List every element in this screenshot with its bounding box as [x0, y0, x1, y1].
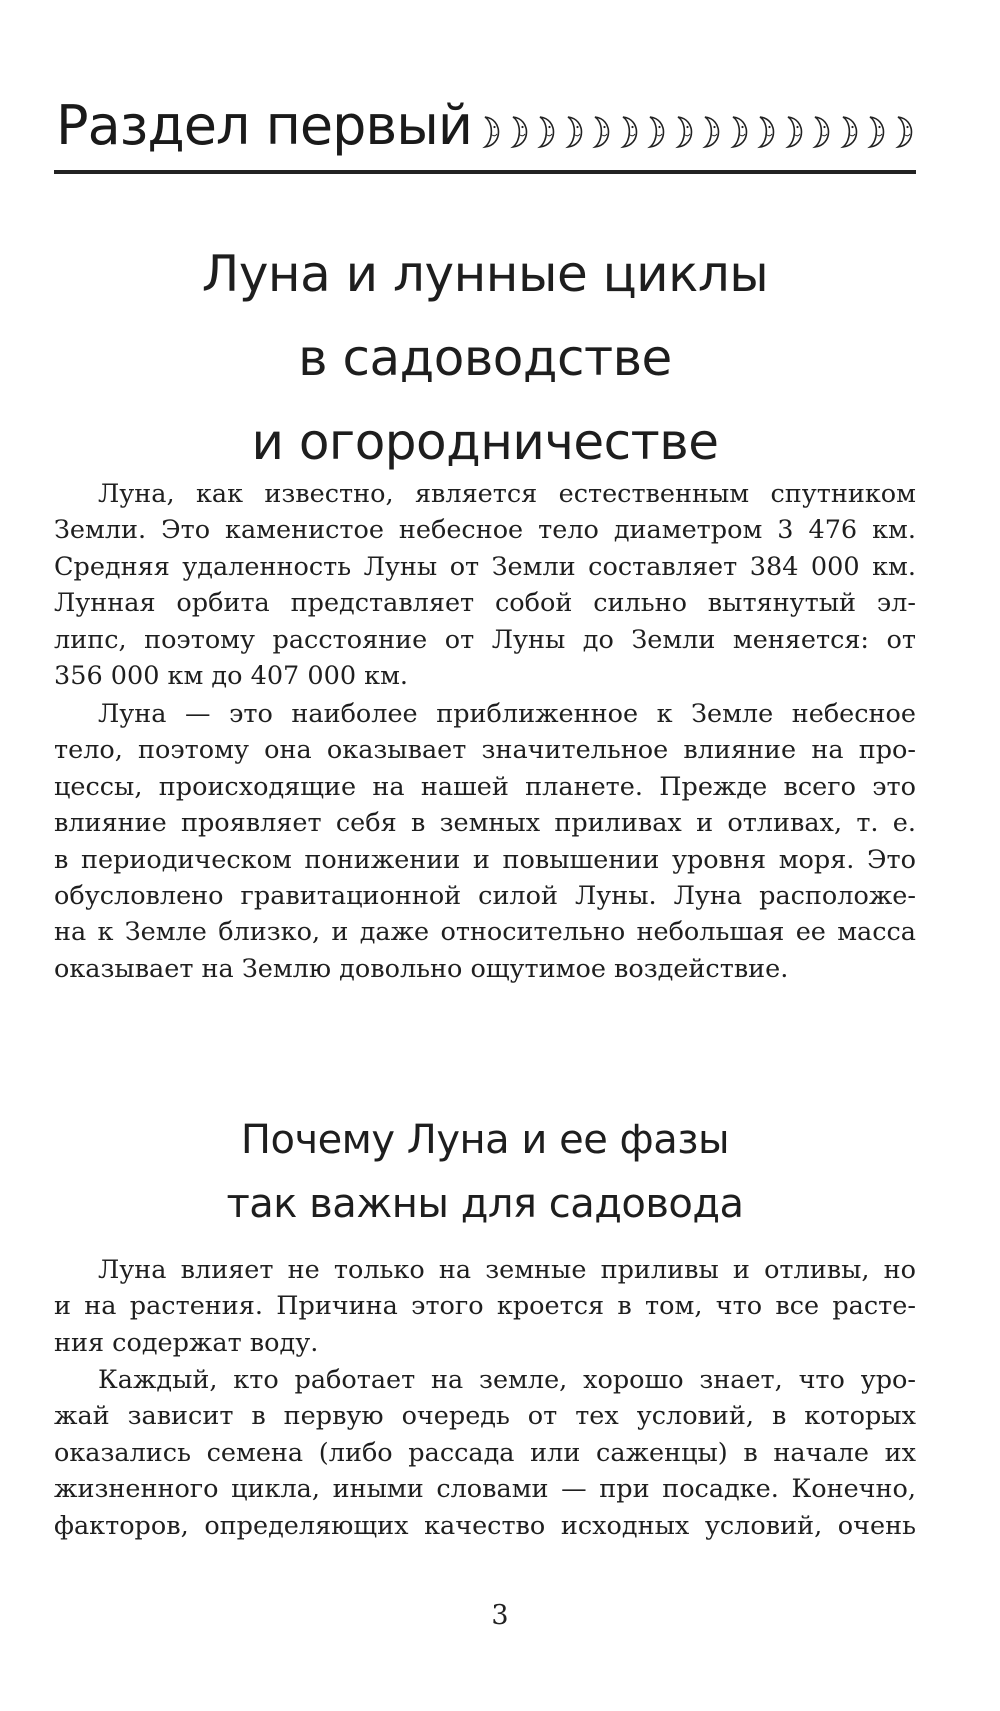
crescent-moon-icon	[699, 115, 723, 149]
text-line: Луна влияет не только на земные приливы и отливы, но	[98, 1255, 916, 1285]
sub-title-line: так важны для садовода	[226, 1181, 744, 1227]
header-rule	[54, 170, 916, 174]
text-line: ния содержат воду.	[54, 1327, 319, 1358]
crescent-moon-icon	[754, 115, 778, 149]
text-line: обусловлено гравитационной силой Луны. Луна расположе-	[54, 880, 916, 911]
crescent-moon-icon	[562, 115, 586, 149]
text-line: в периодическом понижении и повышении уровня моря. Это	[54, 844, 916, 875]
crescent-moon-icon	[589, 115, 613, 149]
sub-title	[54, 1108, 916, 1236]
crescent-moon-icon	[782, 115, 806, 149]
text-line: Луна — это наиболее приближенное к Земле небесное	[98, 699, 916, 729]
text-line: цессы, происходящие на нашей планете. Прежде всего это	[54, 771, 916, 802]
text-line: на к Земле близко, и даже относительно небольшая ее масса	[54, 917, 916, 948]
crescent-moon-icon	[809, 115, 833, 149]
text-line: Средняя удаленность Луны от Земли составляет 384 000 км.	[54, 551, 916, 582]
text-line: и на растения. Причина этого кроется в том, что все расте-	[54, 1291, 916, 1322]
text-line: жай зависит в первую очередь от тех условий, в которых	[54, 1401, 916, 1432]
crescent-moon-icon	[644, 115, 668, 149]
crescent-moon-icon	[727, 115, 751, 149]
moon-ornament-row	[479, 114, 916, 150]
chapter-title-line: в садоводстве	[298, 329, 672, 387]
section-header	[54, 92, 916, 176]
paragraph	[54, 696, 916, 987]
text-line: факторов, определяющих качество исходных условий, очень	[54, 1510, 916, 1541]
text-line: оказались семена (либо рассада или саженцы) в начале их	[54, 1437, 916, 1468]
crescent-moon-icon	[617, 115, 641, 149]
crescent-moon-icon	[864, 115, 888, 149]
text-line: Лунная орбита представляет собой сильно вытянутый эл-	[54, 588, 916, 619]
paragraph	[54, 1252, 916, 1361]
chapter-title-line: Луна и лунные циклы	[201, 245, 769, 303]
crescent-moon-icon	[672, 115, 696, 149]
paragraph	[54, 476, 916, 694]
crescent-moon-icon	[837, 115, 861, 149]
paragraph	[54, 1362, 916, 1544]
chapter-title	[54, 232, 916, 484]
text-line: оказывает на Землю довольно ощутимое воздействие.	[54, 953, 789, 984]
text-line: липс, поэтому расстояние от Луны до Земли меняется: от	[54, 624, 916, 655]
text-line: влияние проявляет себя в земных приливах и отливах, т. е.	[54, 808, 916, 839]
crescent-moon-icon	[507, 115, 531, 149]
text-line: Земли. Это каменистое небесное тело диаметром 3 476 км.	[54, 515, 916, 546]
text-line: Луна, как известно, является естественным спутником	[98, 479, 916, 509]
text-line: жизненного цикла, иными словами — при посадке. Конечно,	[54, 1474, 916, 1505]
sub-title-line: Почему Луна и ее фазы	[240, 1117, 730, 1163]
section-title: Раздел первый	[56, 94, 472, 157]
crescent-moon-icon	[534, 115, 558, 149]
text-line: тело, поэтому она оказывает значительное влияние на про-	[54, 735, 916, 766]
chapter-title-line: и огородничестве	[251, 413, 719, 471]
page-number: 3	[491, 1600, 509, 1631]
text-line: 356 000 км до 407 000 км.	[54, 660, 409, 691]
crescent-moon-icon	[479, 115, 503, 149]
crescent-moon-icon	[892, 115, 916, 149]
text-line: Каждый, кто работает на земле, хорошо знает, что уро-	[98, 1365, 916, 1395]
